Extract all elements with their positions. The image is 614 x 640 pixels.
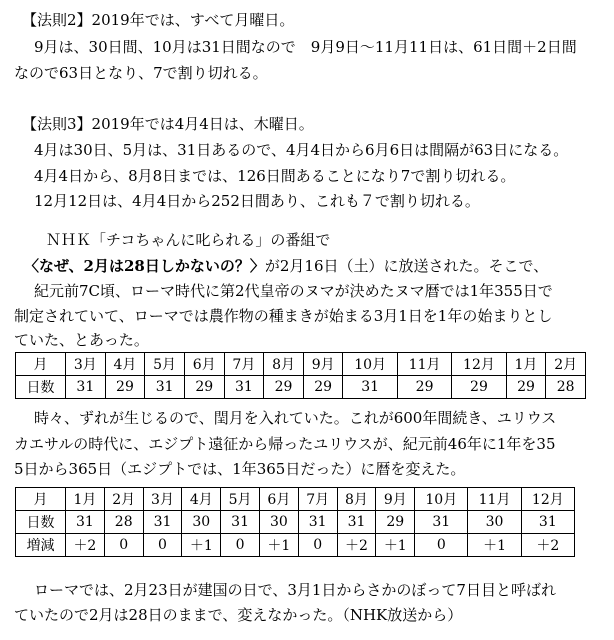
rule2-heading: 【法則2】2019年では、すべて月曜日。 [22, 11, 295, 29]
days-cell: 31 [521, 511, 574, 534]
month-cell: 9月 [303, 353, 343, 376]
table-header-cell: 月 [16, 488, 66, 511]
month-cell: 12月 [452, 353, 506, 376]
month-cell: 11月 [397, 353, 451, 376]
diff-cell: 0 [143, 534, 182, 557]
table-header-cell: 増減 [16, 534, 66, 557]
month-cell: 1月 [506, 353, 546, 376]
rule2-text-2: なので63日となり、7で割り切れる。 [14, 64, 268, 82]
nhk-question: 〈なぜ、2月は28日しかないの？〉 [24, 257, 265, 275]
days-cell: 29 [506, 376, 546, 399]
month-cell: 4月 [182, 488, 221, 511]
table-header-cell: 月 [16, 353, 66, 376]
diff-cell: ＋2 [66, 534, 105, 557]
nhk-text-2: 制定されていて、ローマでは農作物の種まきが始まる3月1日を1年の始まりとし [14, 307, 553, 325]
month-cell: 6月 [259, 488, 298, 511]
days-cell: 31 [66, 511, 105, 534]
rule3-text-3: 12月12日は、4月4日から252日間あり、これも７で割り切れる。 [34, 192, 480, 210]
mid-text-1: 時々、ずれが生じるので、閏月を入れていた。これが600年間続き、ユリウス [34, 409, 557, 427]
days-cell: 31 [343, 376, 397, 399]
days-cell: 29 [264, 376, 304, 399]
month-cell: 4月 [105, 353, 145, 376]
month-cell: 5月 [145, 353, 185, 376]
month-cell: 6月 [184, 353, 224, 376]
days-cell: 31 [145, 376, 185, 399]
table-row [16, 511, 575, 534]
nhk-question-line [24, 256, 548, 276]
diff-cell: ＋2 [521, 534, 574, 557]
month-cell: 1月 [66, 488, 105, 511]
nhk-broadcast: が2月16日（土）に放送された。そこで、 [264, 257, 549, 275]
table-header-cell: 日数 [16, 511, 66, 534]
diff-cell: ＋1 [182, 534, 221, 557]
month-cell: 7月 [224, 353, 264, 376]
days-cell: 30 [182, 511, 221, 534]
table-header-cell: 日数 [16, 376, 66, 399]
diff-cell: 0 [104, 534, 143, 557]
numa-calendar-table [15, 352, 586, 399]
month-cell: 7月 [298, 488, 337, 511]
mid-text-2: カエサルの時代に、エジプト遠征から帰ったユリウスが、紀元前46年に1年を35 [14, 435, 556, 453]
rule3-text-2: 4月4日から、8月8日までは、126日間あることになり7で割り切れる。 [34, 167, 516, 185]
rule3-heading: 【法則3】2019年では4月4日は、木曜日。 [22, 115, 314, 133]
end-text-2: ていたので2月は28日のままで、変えなかった。（NHK放送から） [14, 606, 463, 624]
nhk-text-1: 紀元前7C頃、ローマ時代に第2代皇帝のヌマが決めたヌマ暦では1年355日で [34, 282, 553, 300]
month-cell: 2月 [104, 488, 143, 511]
month-cell: 3月 [66, 353, 106, 376]
days-cell: 31 [221, 511, 260, 534]
nhk-intro: ＮＨＫ「チコちゃんに叱られる」の番組で [46, 231, 331, 249]
days-cell: 29 [397, 376, 451, 399]
julian-calendar-table [15, 487, 575, 557]
month-cell: 2月 [546, 353, 586, 376]
table-row [16, 353, 586, 376]
end-text-1: ローマでは、2月23日が建国の日で、3月1日からさかのぼって7日目と呼ばれ [34, 581, 556, 599]
month-cell: 3月 [143, 488, 182, 511]
month-cell: 8月 [337, 488, 376, 511]
month-cell: 8月 [264, 353, 304, 376]
days-cell: 30 [259, 511, 298, 534]
days-cell: 29 [452, 376, 506, 399]
days-cell: 31 [298, 511, 337, 534]
diff-cell: ＋1 [259, 534, 298, 557]
rule2-text-1: 9月は、30日間、10月は31日間なので 9月9日～11月11日は、61日間＋2日間 [34, 38, 577, 56]
days-cell: 28 [104, 511, 143, 534]
diff-cell: ＋2 [337, 534, 376, 557]
days-cell: 29 [303, 376, 343, 399]
days-cell: 29 [105, 376, 145, 399]
days-cell: 30 [468, 511, 521, 534]
diff-cell: ＋1 [376, 534, 415, 557]
table-row [16, 488, 575, 511]
month-cell: 12月 [521, 488, 574, 511]
month-cell: 11月 [468, 488, 521, 511]
rule3-text-1: 4月は30日、5月は、31日あるので、4月4日から6月6日は間隔が63日になる。 [34, 141, 569, 159]
diff-cell: 0 [415, 534, 468, 557]
days-cell: 31 [415, 511, 468, 534]
month-cell: 5月 [221, 488, 260, 511]
days-cell: 31 [337, 511, 376, 534]
days-cell: 31 [66, 376, 106, 399]
days-cell: 29 [376, 511, 415, 534]
days-cell: 28 [546, 376, 586, 399]
diff-cell: 0 [298, 534, 337, 557]
days-cell: 31 [224, 376, 264, 399]
days-cell: 29 [184, 376, 224, 399]
days-cell: 31 [143, 511, 182, 534]
month-cell: 10月 [415, 488, 468, 511]
mid-text-3: 5日から365日（エジプトでは、1年365日だった）に暦を変えた。 [14, 460, 466, 478]
table-row [16, 534, 575, 557]
diff-cell: 0 [221, 534, 260, 557]
diff-cell: ＋1 [468, 534, 521, 557]
nhk-text-3: ていた、とあった。 [14, 331, 149, 349]
table-row [16, 376, 586, 399]
month-cell: 9月 [376, 488, 415, 511]
month-cell: 10月 [343, 353, 397, 376]
